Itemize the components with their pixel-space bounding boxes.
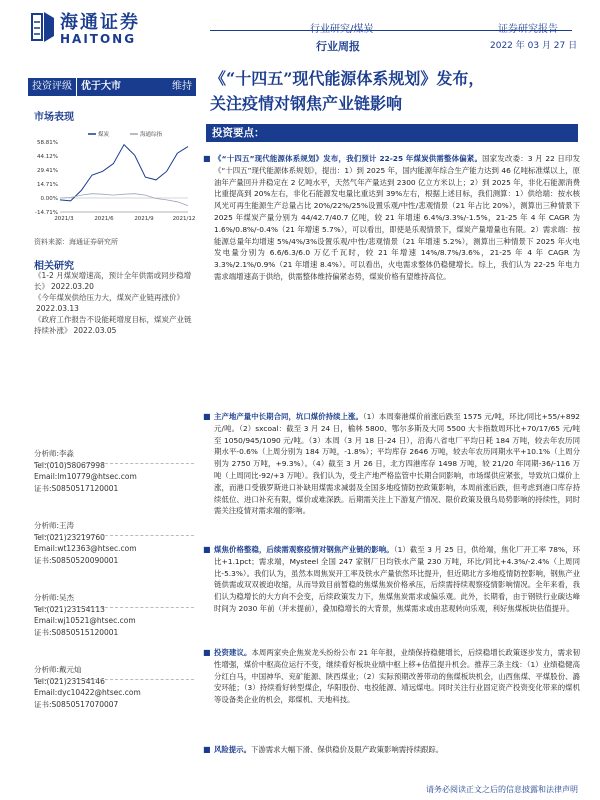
y-tick-label: 14.71% — [37, 182, 58, 188]
report-date: 2022 年 03 月 27 日 — [490, 41, 578, 51]
analyst-tel: Tel:(021)23154113 — [34, 604, 105, 614]
paragraph-5-head: 风险提示。 — [214, 745, 251, 754]
paragraph-4 — [214, 647, 580, 706]
report-kind: 行业周报 — [316, 40, 360, 53]
haitong-logo-icon — [30, 10, 56, 44]
bullet-icon: ■ — [203, 648, 211, 657]
y-tick-label: 29.41% — [37, 168, 58, 174]
series-line-0 — [60, 145, 188, 201]
series-line-1 — [60, 194, 188, 206]
paragraph-5-body: 下游需求大幅下滑、保供稳价及限产政策影响需持续跟踪。 — [250, 745, 444, 754]
paragraph-2 — [214, 411, 580, 517]
paragraph-2-head: 主产地产量中长期合同，坑口煤价持续上涨。 — [214, 412, 363, 421]
analyst-cert: 证书:S0850517120001 — [34, 483, 119, 493]
analyst-name: 分析师:李淼 — [34, 449, 75, 458]
x-tick-label: 2021/12 — [172, 216, 196, 222]
footer-disclaimer: 请务必阅读正文之后的信息披露和法律声明 — [426, 785, 578, 794]
paragraph-3-head: 煤焦价格整稳，后续需观察疫情对钢焦产业链的影响。 — [214, 545, 394, 554]
legend-label: 海通综指 — [140, 132, 163, 138]
related-label: 相关研究 — [34, 261, 74, 272]
header-divider — [210, 30, 572, 31]
y-tick-label: 44.12% — [37, 154, 58, 160]
bullet-icon: ■ — [203, 745, 211, 754]
report-type — [498, 20, 558, 35]
page-title — [210, 66, 580, 116]
paragraph-1 — [214, 153, 580, 283]
related-item[interactable] — [34, 270, 194, 292]
paragraph-3-body: （1）截至 3 月 25 日，供给端，焦化厂开工率 78%，环比+1.1pct；需求端，Mysteel 全国 247 家钢厂日均铁水产量 230 万吨，环比/同比+4.3%/-2.4%（上周同比-5.3%）。我们认为，虽然本周焦炭开工率及铁水产量依然环比提升，但近期北方多地疫情防控影响，钢焦产业链供需或双双被迫收缩，从而导致目前暂稳的焦煤焦炭价格承压，后续需持续观察疫情影响情况。全年来看，我们认为稳增长的大方向不会变，后续政策发力下，焦煤焦炭需求或偏乐观。此外，长期看，由于钢铁行业碳达峰时间为 2030 年前（并未提前），叠加稳增长的大背景，焦煤需求或由悲观转向乐观，利好焦煤板块估值提升。 — [214, 545, 580, 613]
analyst-card — [34, 592, 194, 638]
related-item[interactable] — [34, 292, 194, 314]
analyst-card — [34, 448, 194, 494]
y-tick-label: 0.00% — [40, 196, 58, 202]
logo-text-en: HAITONG — [60, 32, 137, 46]
page-header — [0, 0, 600, 62]
related-item-date: 2022.03.20 — [51, 282, 94, 291]
analyst-email[interactable]: Email:wj10521@htsec.com — [34, 616, 136, 625]
rating-label: 投资评级 — [32, 81, 72, 92]
related-item-title: 《今年煤炭供给压力大，煤炭产业链再涨价》 — [34, 293, 184, 302]
analyst-tel: Tel:(021)23154146 — [34, 676, 105, 686]
rating-value: 优于大市 — [76, 78, 125, 96]
y-tick-label: -14.71% — [35, 210, 58, 216]
analyst-tel: Tel:(010)58067998 — [34, 460, 105, 470]
bullet-icon: ■ — [203, 412, 211, 421]
analyst-name: 分析师:吴杰 — [34, 593, 75, 602]
bullet-icon: ■ — [203, 154, 211, 163]
market-chart — [28, 128, 196, 228]
related-item-title: 《政府工作报告不设能耗增度目标，煤炭产业链持续补涨》 — [34, 315, 192, 335]
industry-label — [310, 20, 373, 35]
related-item-date: 2022.03.05 — [73, 326, 117, 335]
analyst-divider — [34, 463, 194, 464]
analyst-cert: 证书:S0850515120001 — [34, 627, 119, 637]
logo-text-cn: 海通证券 — [60, 12, 140, 33]
x-tick-label: 2021/6 — [94, 216, 114, 222]
x-tick-label: 2021/3 — [54, 216, 74, 222]
y-tick-label: 58.81% — [37, 140, 58, 146]
analyst-divider — [34, 679, 194, 680]
title-line-1: 《“十四五”现代能源体系规划》发布， — [210, 69, 485, 88]
title-line-2: 关注疫情对钢焦产业链影响 — [210, 94, 403, 113]
chart-source: 资料来源：海通证券研究所 — [34, 238, 118, 246]
paragraph-3 — [214, 544, 580, 615]
analyst-cert: 证书:S0850520090001 — [34, 555, 119, 565]
analyst-card — [34, 664, 194, 710]
analyst-card — [34, 520, 194, 566]
paragraph-5 — [214, 744, 580, 756]
paragraph-1-body: 国家发改委：3 月 22 日印发《“十四五”现代能源体系规划》，提出：1）到 2025 年，国内能源年综合生产能力达到 46 亿吨标准煤以上，原油年产量回升并稳定在 2 亿吨水平，天然气年产量达到 2300 亿立方米以上；2）到 2025 年，非化石能源消费比重提高到 20%左右，非化石能源发电量比重达到 39%左右，根据上述目标，我们测算：1）供给端：按水核风光可再生能源生产总量占比 20%/22%/25%设置乐观/中性/悲观情景（21 年占比 20%），测算出三种情景下 2025 年煤炭产量分别为 44/42.7/40.7 亿吨，较 21 年增速 6.4%/3.3%/-1.5%，21-25 年 4 年 CAGR 为 1.6%/0.8%/-0.4%（21 年增速 5.7%），可以看出，即使是乐观情景下，煤炭产量增量也有限。2）需求端：按能源总量年均增速 5%/4%/3%设置乐观/中性/悲观情景（21 年增速 5.2%），测算出三种情景下 2025 年火电发电量分别为 6.6/6.3/6.0 万亿千瓦时，较 21 年增速 14%/8.7%/3.6%，21-25 年 4 年 CAGR 为 3.3%/2.1%/0.9%（21 年增速 8.4%）。可以看出，火电需求整体仍稳健增长。综上，我们认为 22-25 年电力需求端增速高于供给，供需整体维持偏紧态势，煤炭价格有望维持高位。 — [214, 154, 580, 281]
paragraph-4-body: 本周两家央企焦炭龙头纷纷公布 21 年年报，业绩保持稳健增长，后续稳增长政策逐步发力，需求韧性增强，煤价中枢高位运行不变，继续看好板块业绩中枢上移+估值提升机会。推荐三条主线：（1）业绩稳健高分红白马，中国神华、兖矿能源、陕西煤业；（2）实际预期改善带动的焦煤板块机会，山西焦煤、平煤股份、潞安环能；（3）持续看好转型煤企，华阳股份、电投能源、靖远煤电。同时关注行业固定资产投资变化带来的煤机等设备类企业的机会，郑煤机、天地科技。 — [214, 648, 580, 705]
analyst-divider — [34, 535, 194, 536]
analyst-tel: Tel:(021)23219760 — [34, 532, 105, 542]
rating-bar — [28, 78, 196, 96]
x-tick-label: 2021/9 — [134, 216, 154, 222]
rating-status: 维持 — [172, 81, 192, 92]
legend-label: 煤炭 — [98, 132, 110, 138]
related-item-title: 《1-2 月煤炭增速高，预计全年供需或同步稳增长》 — [34, 271, 192, 291]
paragraph-4-head: 投资建议。 — [214, 648, 252, 657]
related-item[interactable] — [34, 314, 194, 336]
paragraph-2-body: （1）本周秦港煤价前涨后跌至 1575 元/吨，环比/同比+55/+892 元/吨。（2）sxcoal：截至 3 月 24 日，榆林 5800、鄂尔多斯及大同 5500 大卡指数周环比+70/17/65 元/吨至 1050/945/1090 元/吨。（3）本周（3 月 18 日-24 日），沿海八省电厂平均日耗 184 万吨，较去年农历同期水平-0.6%（上周分别为 184 万吨，-1.8%）；平均库存 2646 万吨，较去年农历同期水平+10.1%（上周分别为 2750 万吨，+9.3%）。（4）截至 3 月 26 日，北方四港库存 1498 万吨，较 21/20 年同期-36/-116 万吨（上周同比-92/+3 万吨）。我们认为，受主产地严格监管中长期合同影响，市场煤供应紧张，导致坑口煤价上涨，而港口受俄罗斯进口补缺用煤需求减弱及全国多地疫情防控政策影响，本周前涨后跌，但考虑到港口库存持续低位、进口补充有限，煤价或难深跌。后期需关注上下游复产情况、限价政策及俄乌局势影响的持续性，同时需关注疫情对需求端的影响。 — [214, 412, 580, 516]
paragraph-1-head: 《“十四五”现代能源体系规划》发布，我们预计 22-25 年煤炭供需整体偏紧。 — [214, 154, 483, 163]
key-points-bar: 投资要点： — [206, 124, 578, 142]
bullet-icon: ■ — [203, 545, 211, 554]
analyst-name: 分析师:王涛 — [34, 521, 75, 530]
analyst-email[interactable]: Email:lm10779@htsec.com — [34, 472, 137, 481]
market-label: 市场表现 — [34, 112, 74, 123]
related-item-date: 2022.03.13 — [36, 304, 79, 313]
analyst-name: 分析师:戴元灿 — [34, 665, 82, 674]
analyst-email[interactable]: Email:dyc10422@htsec.com — [34, 688, 141, 697]
analyst-divider — [34, 607, 194, 608]
analyst-email[interactable]: Email:wt12363@htsec.com — [34, 544, 137, 553]
analyst-cert: 证书:S0850517070007 — [34, 699, 119, 709]
